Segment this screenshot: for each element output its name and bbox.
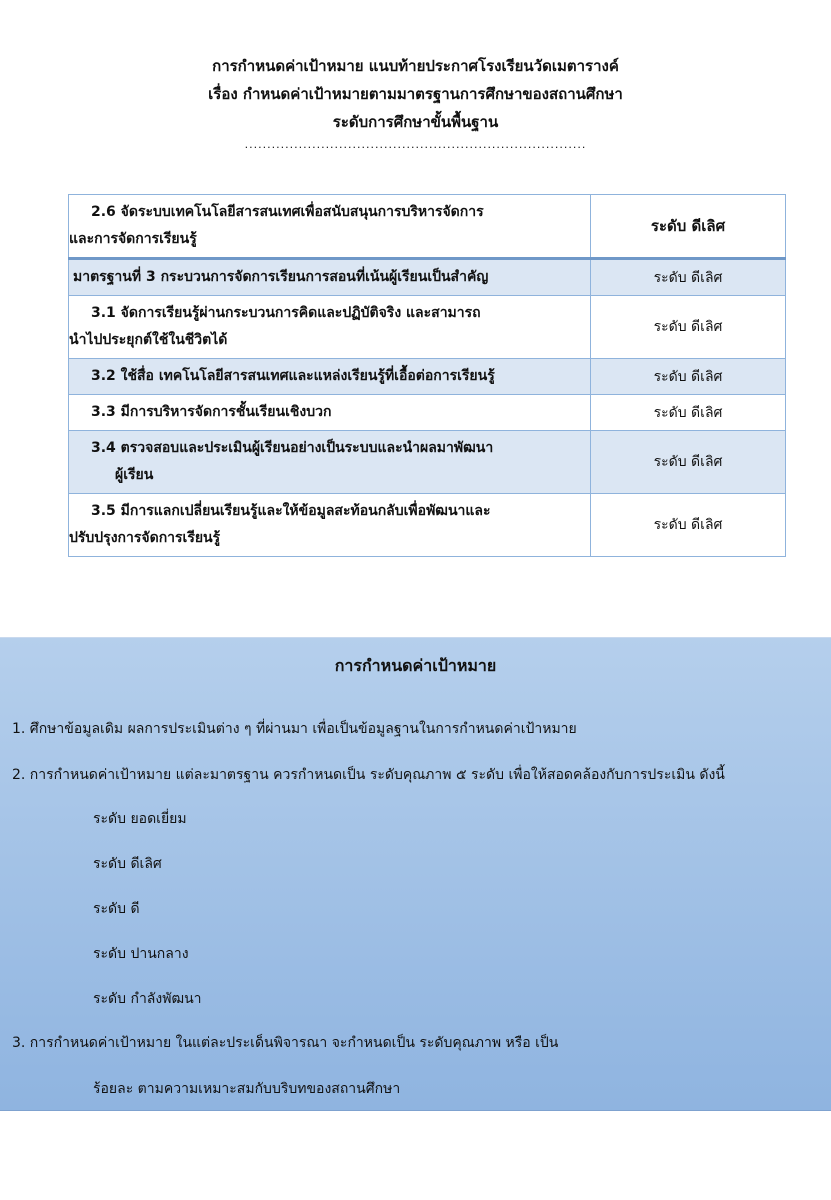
item-text: 2.6 จัดระบบเทคโนโลยีสารสนเทศเพื่อสนับสนุนการบริหารจัดการ xyxy=(91,204,484,220)
level-item: ระดับ ดี xyxy=(93,901,140,917)
item-text-cont: ปรับปรุงการจัดการเรียนรู้ xyxy=(69,530,221,546)
paragraph-1: 1. ศึกษาข้อมูลเดิม ผลการประเมินต่าง ๆ ที่ผ่านมา เพื่อเป็นข้อมูลฐานในการกำหนดค่าเป้าหมาย xyxy=(12,721,577,737)
item-text-cont: ผู้เรียน xyxy=(115,467,154,483)
box-title: การกำหนดค่าเป้าหมาย xyxy=(334,656,497,675)
paragraph-2: 2. การกำหนดค่าเป้าหมาย แต่ละมาตรฐาน ควรกำหนดเป็น ระดับคุณภาพ ๕ ระดับ เพื่อให้สอดคล้องกับการประเมิน ดังนี้ xyxy=(12,767,725,783)
header-dotted-line: ............................................................................ xyxy=(244,138,587,151)
target-setting-box xyxy=(0,637,831,1111)
item-cell xyxy=(69,195,591,259)
level-cell: ระดับ ดีเลิศ xyxy=(591,431,786,494)
level-item: ระดับ กำลังพัฒนา xyxy=(93,991,202,1007)
item-cell xyxy=(69,431,591,494)
header-line-3: ระดับการศึกษาขั้นพื้นฐาน xyxy=(332,113,499,131)
level-item: ระดับ ยอดเยี่ยม xyxy=(93,811,187,827)
item-text: 3.4 ตรวจสอบและประเมินผู้เรียนอย่างเป็นระบบและนำผลมาพัฒนา xyxy=(91,440,494,456)
header-line-1: การกำหนดค่าเป้าหมาย แนบท้ายประกาศโรงเรียนวัดเมตารางค์ xyxy=(212,57,619,75)
level-cell: ระดับ ดีเลิศ xyxy=(591,359,786,395)
table-row xyxy=(69,259,786,296)
level-cell: ระดับ ดีเลิศ xyxy=(591,195,786,259)
item-cell xyxy=(69,296,591,359)
table-row xyxy=(69,296,786,359)
item-cell xyxy=(69,494,591,557)
table-row xyxy=(69,359,786,395)
table-row xyxy=(69,431,786,494)
header-line-2: เรื่อง กำหนดค่าเป้าหมายตามมาตรฐานการศึกษาของสถานศึกษา xyxy=(208,85,623,103)
item-text: 3.1 จัดการเรียนรู้ผ่านกระบวนการคิดและปฏิบัติจริง และสามารถ xyxy=(91,305,481,321)
document-header xyxy=(0,52,831,151)
item-cell: มาตรฐานที่ 3 กระบวนการจัดการเรียนการสอนที่เน้นผู้เรียนเป็นสำคัญ xyxy=(69,259,591,296)
table-row xyxy=(69,494,786,557)
level-item: ระดับ ปานกลาง xyxy=(93,946,189,962)
level-cell: ระดับ ดีเลิศ xyxy=(591,259,786,296)
standards-table xyxy=(68,194,786,557)
item-cell: 3.2 ใช้สื่อ เทคโนโลยีสารสนเทศและแหล่งเรียนรู้ที่เอื้อต่อการเรียนรู้ xyxy=(69,359,591,395)
paragraph-3: 3. การกำหนดค่าเป้าหมาย ในแต่ละประเด็นพิจารณา จะกำหนดเป็น ระดับคุณภาพ หรือ เป็น xyxy=(12,1035,559,1051)
item-text: 3.5 มีการแลกเปลี่ยนเรียนรู้และให้ข้อมูลสะท้อนกลับเพื่อพัฒนาและ xyxy=(91,503,491,519)
item-text-cont: และการจัดการเรียนรู้ xyxy=(69,231,197,247)
level-item: ระดับ ดีเลิศ xyxy=(93,856,162,872)
item-text-cont: นำไปประยุกต์ใช้ในชีวิตได้ xyxy=(69,332,228,348)
item-cell: 3.3 มีการบริหารจัดการชั้นเรียนเชิงบวก xyxy=(69,395,591,431)
level-cell: ระดับ ดีเลิศ xyxy=(591,296,786,359)
level-cell: ระดับ ดีเลิศ xyxy=(591,395,786,431)
paragraph-3-cont: ร้อยละ ตามความเหมาะสมกับบริบทของสถานศึกษา xyxy=(93,1081,401,1097)
level-cell: ระดับ ดีเลิศ xyxy=(591,494,786,557)
table-row xyxy=(69,395,786,431)
table-row xyxy=(69,195,786,259)
